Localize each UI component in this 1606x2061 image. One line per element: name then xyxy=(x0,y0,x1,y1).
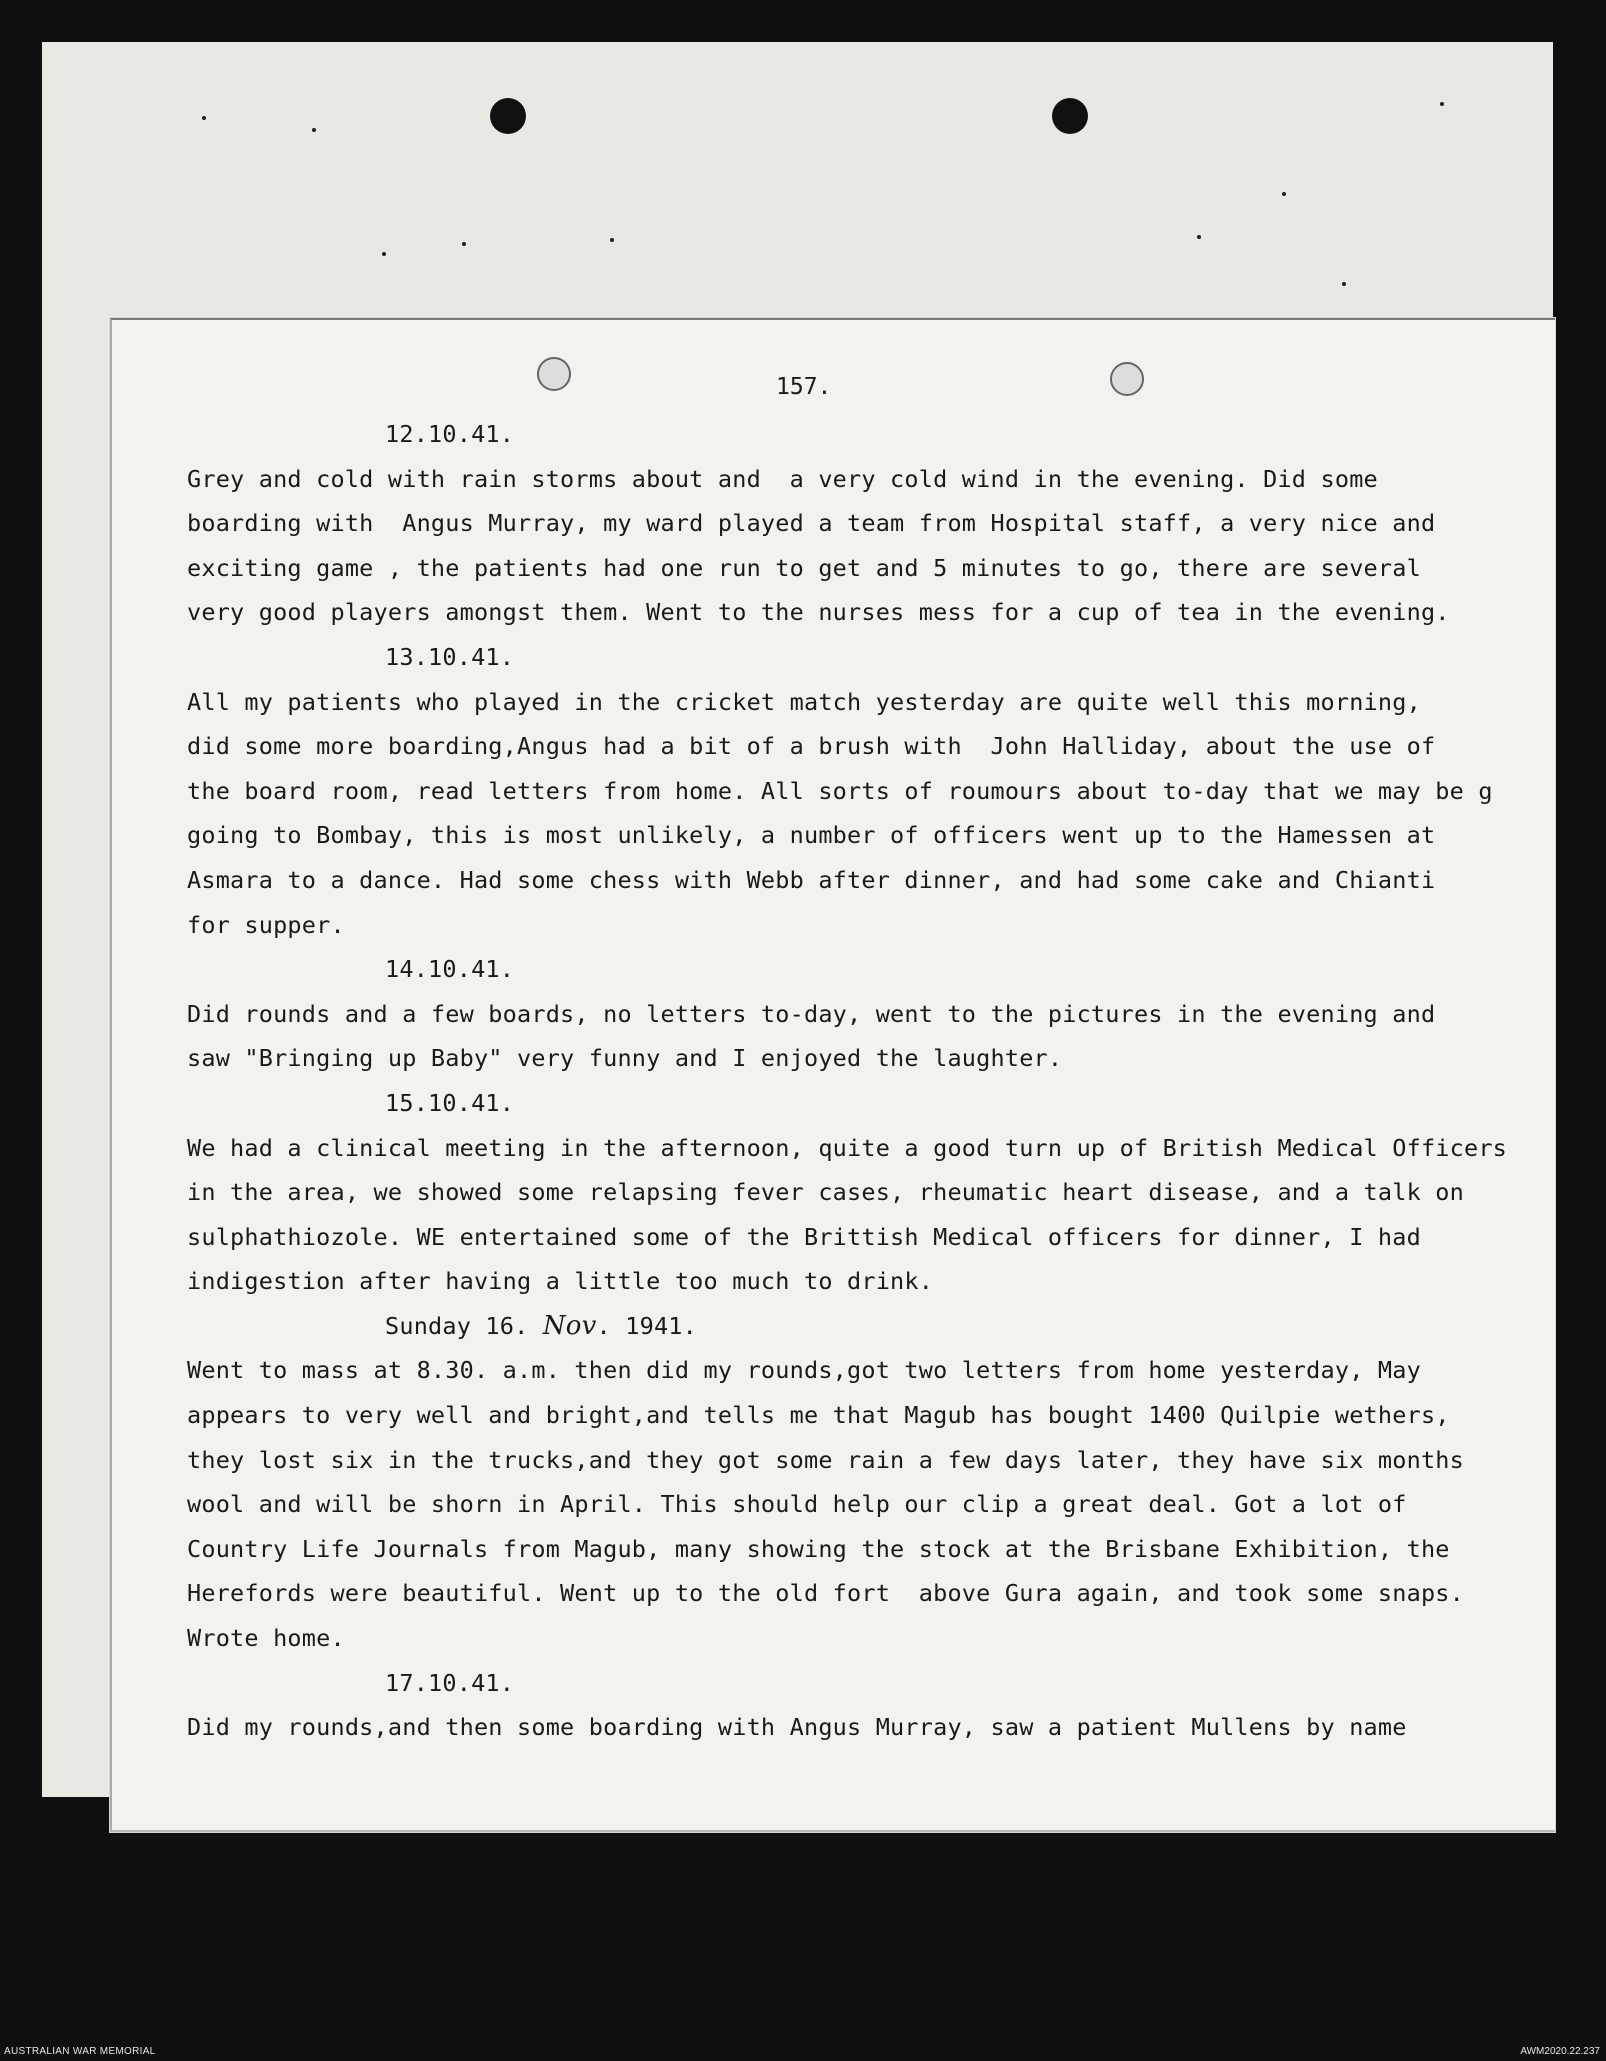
diary-text xyxy=(187,412,1557,1750)
date-prefix: Sunday 16. xyxy=(385,1311,529,1340)
archive-reference: AWM2020.22.237 xyxy=(1520,2046,1600,2057)
entry-line: they lost six in the trucks,and they got some rain a few days later, they have six months xyxy=(187,1445,1464,1474)
entry-line: did some more boarding,Angus had a bit of a brush with John Halliday, about the use of xyxy=(187,732,1436,761)
ink-speck xyxy=(1440,102,1444,106)
handwritten-month: Nov xyxy=(542,1310,597,1341)
entry-date: 15.10.41. xyxy=(385,1088,515,1117)
entry-line: Went to mass at 8.30. a.m. then did my rounds,got two letters from home yesterday, May xyxy=(187,1356,1421,1385)
entry-date: 14.10.41. xyxy=(385,955,515,984)
ink-speck xyxy=(202,116,206,120)
entry-line: All my patients who played in the cricket match yesterday are quite well this morning, xyxy=(187,687,1421,716)
entry-line: going to Bombay, this is most unlikely, a number of officers went up to the Hamessen at xyxy=(187,821,1436,850)
entry-line: in the area, we showed some relapsing fever cases, rheumatic heart disease, and a talk on xyxy=(187,1178,1464,1207)
ink-speck xyxy=(1197,235,1201,239)
punch-mark-left xyxy=(537,357,571,391)
archive-credit: AUSTRALIAN WAR MEMORIAL xyxy=(4,2046,156,2057)
entry-line: Did my rounds,and then some boarding with Angus Murray, saw a patient Mullens by name xyxy=(187,1713,1407,1742)
entry-line: saw "Bringing up Baby" very funny and I enjoyed the laughter. xyxy=(187,1044,1063,1073)
entry-line: Herefords were beautiful. Went up to the old fort above Gura again, and took some snaps. xyxy=(187,1579,1464,1608)
ink-speck xyxy=(382,252,386,256)
date-suffix: . 1941. xyxy=(596,1311,697,1340)
ink-speck xyxy=(610,238,614,242)
punch-hole-right xyxy=(1052,98,1088,134)
ink-speck xyxy=(1282,192,1286,196)
entry-line: Wrote home. xyxy=(187,1624,345,1653)
entry-line: indigestion after having a little too much to drink. xyxy=(187,1267,934,1296)
entry-line: appears to very well and bright,and tells me that Magub has bought 1400 Quilpie wethers, xyxy=(187,1401,1450,1430)
entry-line: Asmara to a dance. Had some chess with Webb after dinner, and had some cake and Chianti xyxy=(187,865,1436,894)
entry-line: We had a clinical meeting in the afternoon, quite a good turn up of British Medical Officers xyxy=(187,1133,1508,1162)
ink-speck xyxy=(1342,282,1346,286)
entry-line: for supper. xyxy=(187,910,345,939)
page-number: 157. xyxy=(776,374,832,400)
ink-speck xyxy=(312,128,316,132)
punch-mark-right xyxy=(1110,362,1144,396)
entry-date: 13.10.41. xyxy=(385,642,515,671)
entry-line: exciting game , the patients had one run to get and 5 minutes to go, there are several xyxy=(187,553,1421,582)
punch-hole-left xyxy=(490,98,526,134)
entry-line: very good players amongst them. Went to the nurses mess for a cup of tea in the evening. xyxy=(187,598,1450,627)
entry-line: the board room, read letters from home. All sorts of roumours about to-day that we may be g xyxy=(187,776,1493,805)
entry-line: Did rounds and a few boards, no letters to-day, went to the pictures in the evening and xyxy=(187,999,1436,1028)
entry-line: Country Life Journals from Magub, many showing the stock at the Brisbane Exhibition, the xyxy=(187,1534,1450,1563)
entry-date: 17.10.41. xyxy=(385,1668,515,1697)
entry-date xyxy=(187,1304,1557,1349)
entry-line: Grey and cold with rain storms about and a very cold wind in the evening. Did some xyxy=(187,464,1378,493)
entry-line: sulphathiozole. WE entertained some of the Brittish Medical officers for dinner, I had xyxy=(187,1222,1421,1251)
ink-speck xyxy=(462,242,466,246)
entry-date: 12.10.41. xyxy=(385,420,515,448)
entry-line: wool and will be shorn in April. This should help our clip a great deal. Got a lot of xyxy=(187,1490,1407,1519)
entry-line: boarding with Angus Murray, my ward played a team from Hospital staff, a very nice and xyxy=(187,509,1436,538)
